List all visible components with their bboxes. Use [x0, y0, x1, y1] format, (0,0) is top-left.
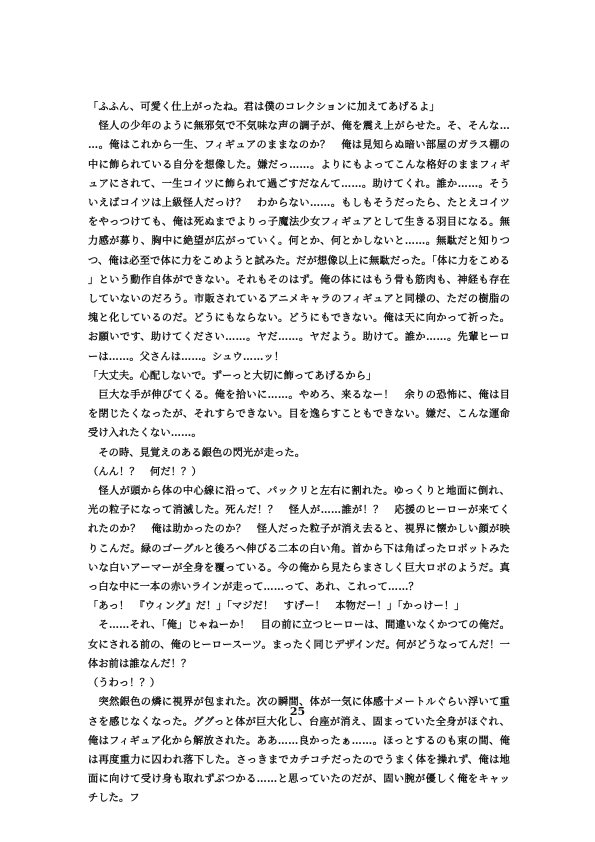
page-number: 25	[289, 705, 306, 718]
paragraph-11: 突然銀色の燐に視界が包まれた。次の瞬間、体が一気に体感十メートルぐらい浮いて重さを感じなくなった。ググっと体が巨大化し、台座が消え、固まっていた全身がほぐれ、俺はフィギュア化から解放された。ああ……良かったぁ……。ほっとするのも束の間、俺は再度重力に囚われ落下した。さっきまでカチコチだったのでうまく体を操れず、俺は地面に向けて受け身も取れずぶつかる……と思っていたのだが、固い腕が優しく俺をキャッチした。フ	[88, 696, 510, 805]
paragraph-1: 「ふふん、可愛く仕上がったね。君は僕のコレクションに加えてあげるよ」	[88, 101, 440, 113]
paragraph-7: 怪人が頭から体の中心線に沿って、パックリと左右に割れた。ゆっくりと地面に倒れ、光の粒子になって消滅した。死んだ！？ 怪人が……誰が！？ 応援のヒーローが来てくれたのか？ 俺は助かったのか？ 怪人だった粒子が消え去ると、視界に懐かしい顔が映りこんだ。緑のゴーグルと後ろへ伸びる二本の白い角。首から下は角ばったロボットみたいな白いアーマーが全身を覆っている。今の俺から見たらまさしく巨大ロボのようだ。真っ白な中に一本の赤いラインが走って……って、あれ、これって……？	[88, 485, 510, 594]
paragraph-2: 怪人の少年のように無邪気で不気味な声の調子が、俺を震え上がらせた。そ、そんな……。俺はこれから一生、フィギュアのままなのか？ 俺は見知らぬ暗い部屋のガラス棚の中に飾られている自分を想像した。嫌だっ……。よりにもよってこんな格好のままフィギュアにされて、一生コイツに飾られて過ごすだなんて……。助けてくれ。誰か……。そういえばコイツは上級怪人だっけ？ わからない……。もしもそうだったら、たとえコイツをやっつけても、俺は死ぬまでよりっ子魔法少女フィギュアとして生きる羽目になる。無力感が募り、胸中に絶望が広がっていく。何とか、何とかしないと……。無駄だと知りつつ、俺は必至で体に力をこめようと試みた。だが想像以上に無駄だった。「体に力をこめる」という動作自体ができない。それもそのはず。俺の体にはもう骨も筋肉も、神経も存在していないのだろう。市販されているアニメキャラのフィギュアと同様の、ただの樹脂の塊と化しているのだ。どうにもならない。どうにもできない。俺は天に向かって祈った。お願いです、助けてください……。ヤだ……。ヤだよう。助けて。誰か……。先輩ヒーローは……。父さんは……。シュウ……ッ！	[88, 120, 510, 363]
paragraph-3: 「大丈夫。心配しないで。ずーっと大切に飾ってあげるから」	[88, 369, 377, 382]
paragraph-5: その時、見覚えのある銀色の閃光が走った。	[88, 446, 306, 459]
paragraph-4: 巨大な手が伸びてくる。俺を拾いに……。やめろ、来るなー！ 余りの恐怖に、俺は目を閉じたくなったが、それすらできない。目を逸らすこともできない。嫌だ、こんな運命受け入れたくない……。	[88, 389, 510, 440]
paragraph-6: （んん！？ 何だ！？）	[88, 465, 202, 478]
paragraph-9: そ……それ、「俺」じゃねーか！ 目の前に立つヒーローは、間違いなくかつての俺だ。女にされる前の、俺のヒーロースーツ。まったく同じデザインだ。何がどうなってんだ！一体お前は誰なんだ！？	[88, 619, 510, 670]
paragraph-8: 「あっ！ 『ウィング』だ！」「マジだ！ すげー！ 本物だー！」「かっけー！」	[88, 600, 465, 613]
body-text	[88, 98, 510, 809]
paragraph-10: （うわっ！？）	[88, 677, 161, 690]
